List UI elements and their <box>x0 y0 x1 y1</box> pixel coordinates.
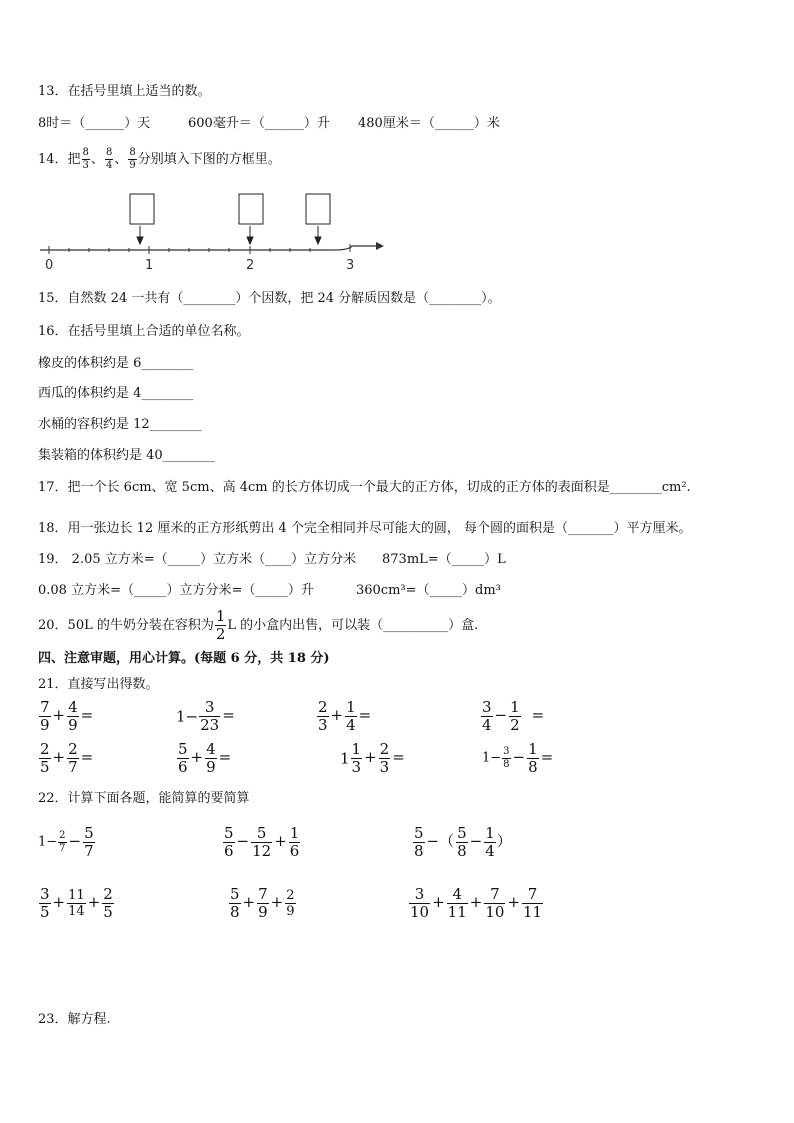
q23-question: 23．解方程. <box>38 1012 111 1027</box>
q21-title: 21．直接写出得数。 <box>38 677 159 692</box>
q13-part-a: 8时＝（______）天 <box>38 116 151 131</box>
tick-label-2: 2 <box>246 258 255 273</box>
q19-part-a: 19． 2.05 立方米=（_____）立方米（____）立方分米 <box>38 552 357 567</box>
q20-suffix: L 的小盒内出售，可以装（__________）盒. <box>227 618 479 633</box>
q21-expr-7: 1 $\frac{1}{3}$ + $\frac{2}{3}$ = <box>340 740 405 776</box>
q14-prefix: 14．把 <box>38 152 81 167</box>
number-line-figure <box>34 186 384 274</box>
answer-box-2 <box>239 194 263 224</box>
q14-suffix: 分别填入下图的方框里。 <box>137 152 281 167</box>
q22-expr-4: $\frac{3}{5}$ + $\frac{11}{14}$ + $\frac{2}{5}$ <box>40 885 113 921</box>
q16-line-3: 水桶的容积约是 12________ <box>38 417 202 432</box>
q14-sep-2: 、 <box>114 152 128 167</box>
q21-expr-5: $\frac{2}{5}$ + $\frac{2}{7}$ = <box>40 740 94 776</box>
q22-title: 22．计算下面各题，能简算的要简算 <box>38 791 250 806</box>
q16-line-1: 橡皮的体积约是 6________ <box>38 356 194 371</box>
q21-expr-2: 1− $\frac{3}{23}$ = <box>176 698 235 734</box>
q22-expr-1: 1− $\frac{2}{7}$ − $\frac{5}{7}$ <box>38 824 94 860</box>
answer-box-1 <box>130 194 154 224</box>
q20-fraction: $\frac{1}{2}$ <box>215 607 226 643</box>
q21-expr-6: $\frac{5}{6}$ + $\frac{4}{9}$ = <box>178 740 232 776</box>
tick-label-0: 0 <box>45 258 54 273</box>
q21-expr-1: $\frac{7}{9}$ + $\frac{4}{9}$ = <box>40 698 94 734</box>
section-4-heading: 四、注意审题，用心计算。(每题 6 分，共 18 分) <box>38 651 330 666</box>
q20-question <box>38 608 478 644</box>
q20-prefix: 20．50L 的牛奶分装在容积为 <box>38 618 214 633</box>
q16-line-4: 集装箱的体积约是 40________ <box>38 448 215 463</box>
q18-question: 18．用一张边长 12 厘米的正方形纸剪出 4 个完全相同并尽可能大的圆， 每个圆的面积是（_______）平方厘米。 <box>38 521 692 536</box>
q13-part-b: 600毫升＝（______）升 <box>188 116 330 131</box>
q22-expr-2: $\frac{5}{6}$ − $\frac{5}{12}$ + $\frac{1}{6}$ <box>224 824 300 860</box>
q14-sep-1: 、 <box>90 152 104 167</box>
answer-box-3 <box>306 194 330 224</box>
q21-expr-3: $\frac{2}{3}$ + $\frac{1}{4}$ = <box>318 698 372 734</box>
q13-title: 13．在括号里填上适当的数。 <box>38 84 211 99</box>
pointer-arrows <box>137 226 321 244</box>
q14-fraction-2: $\frac{8}{4}$ <box>105 147 113 171</box>
q16-line-2: 西瓜的体积约是 4________ <box>38 386 194 401</box>
q22-expr-3: $\frac{5}{8}$ −（ $\frac{5}{8}$ − $\frac{1}{4}$ ） <box>414 824 512 860</box>
axis-ticks <box>49 244 350 254</box>
q22-expr-6: $\frac{3}{10}$ + $\frac{4}{11}$ + $\frac{7}{10}$ + $\frac{7}{11}$ <box>410 885 543 921</box>
q21-expr-4: $\frac{3}{4}$ − $\frac{1}{2}$ = <box>482 698 545 734</box>
q19-part-b: 873mL=（_____）L <box>382 552 506 567</box>
tick-label-3: 3 <box>346 258 355 273</box>
q15-question: 15．自然数 24 一共有（________）个因数，把 24 分解质因数是（________）。 <box>38 291 501 306</box>
number-line-axis <box>40 246 376 250</box>
q14-fraction-3: $\frac{8}{9}$ <box>129 147 136 171</box>
q19-part-d: 360cm³=（_____）dm³ <box>356 583 501 598</box>
q16-title: 16．在括号里填上合适的单位名称。 <box>38 324 250 339</box>
q14-question <box>38 144 281 176</box>
q17-question: 17．把一个长 6cm、宽 5cm、高 4cm 的长方体切成一个最大的正方体，切成的正方体的表面积是________cm². <box>38 480 691 495</box>
q19-part-c: 0.08 立方米=（_____）立方分米=（_____）升 <box>38 583 314 598</box>
q13-part-c: 480厘米＝（______）米 <box>358 116 500 131</box>
axis-arrowhead <box>376 242 384 250</box>
q14-fraction-1: $\frac{8}{3}$ <box>82 147 89 171</box>
q22-expr-5: $\frac{5}{8}$ + $\frac{7}{9}$ + $\frac{2}{9}$ <box>230 885 295 921</box>
tick-label-1: 1 <box>145 258 154 273</box>
q21-expr-8: 1− $\frac{3}{8}$ − $\frac{1}{8}$ = <box>482 740 554 776</box>
